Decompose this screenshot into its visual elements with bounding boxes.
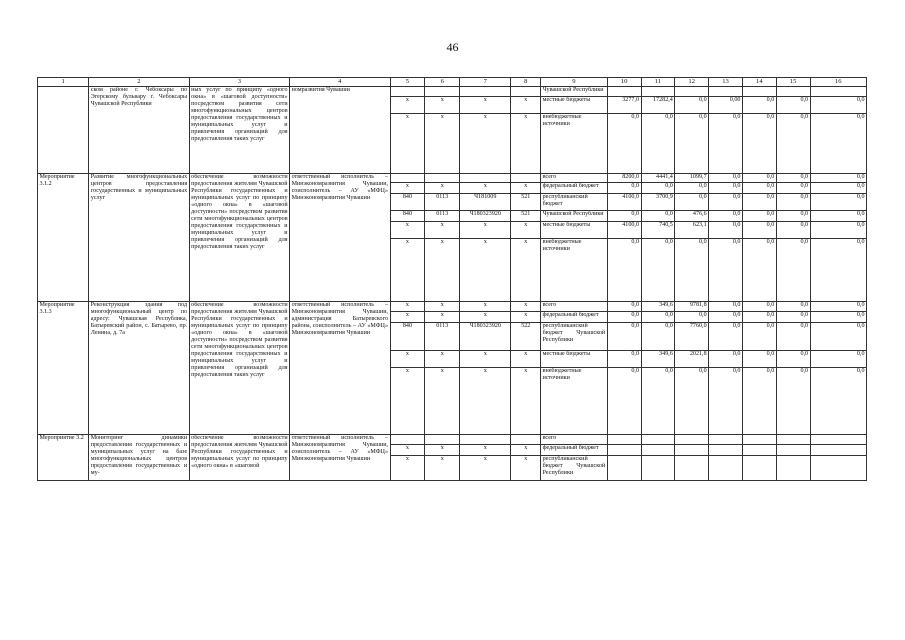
goal-cell: ных услуг по принципу «одного окна» в «шаговой доступности» посредством развития сети многофункциональных центров предоставления государственных и муниципальных услуг и привлечения организаций для предоставления таких услуг — [189, 86, 289, 173]
amount-cell: 0,0 — [607, 301, 641, 311]
amount-cell: 0,0 — [776, 113, 810, 173]
grbs-cell: х — [390, 238, 425, 301]
header-cell: 12 — [675, 78, 709, 87]
amount-cell — [675, 86, 709, 96]
amount-cell: 0,0 — [742, 311, 776, 322]
grbs-cell: 840 — [390, 210, 425, 221]
funding-source-cell: местные бюджеты — [541, 221, 608, 238]
amount-cell: 9781,8 — [675, 301, 709, 311]
expense-type-cell: 521 — [511, 193, 541, 210]
amount-cell: 0,0 — [675, 238, 709, 301]
amount-cell: 0,0 — [810, 238, 866, 301]
section-cell: 0113 — [425, 193, 460, 210]
grbs-cell: х — [390, 311, 425, 322]
amount-cell: 740,5 — [641, 221, 675, 238]
amount-cell — [709, 455, 743, 480]
amount-cell: 0,0 — [776, 173, 810, 182]
funding-source-cell: республиканский бюджет Чувашской Республики — [541, 322, 608, 350]
amount-cell — [776, 444, 810, 455]
amount-cell — [776, 434, 810, 444]
amount-cell: 0,0 — [776, 301, 810, 311]
amount-cell: 0,0 — [607, 367, 641, 434]
table-row — [38, 173, 867, 182]
event-cell: Мероприятие 3.2 — [38, 434, 89, 480]
expense-type-cell: х — [511, 238, 541, 301]
target-article-cell — [460, 173, 511, 182]
amount-cell: 0,0 — [709, 182, 743, 193]
expense-type-cell: 521 — [511, 210, 541, 221]
event-cell: Мероприятие 3.1.2 — [38, 173, 89, 301]
amount-cell: 623,1 — [675, 221, 709, 238]
amount-cell: 4100,0 — [607, 193, 641, 210]
amount-cell — [776, 86, 810, 96]
header-cell: 9 — [541, 78, 608, 87]
section-cell: х — [425, 455, 460, 480]
target-article-cell: х — [460, 367, 511, 434]
amount-cell: 0,0 — [742, 182, 776, 193]
funding-source-cell: федеральный бюджет — [541, 311, 608, 322]
header-cell: 1 — [38, 78, 89, 87]
header-cell: 3 — [189, 78, 289, 87]
amount-cell: 0,0 — [742, 113, 776, 173]
header-cell: 14 — [742, 78, 776, 87]
amount-cell: 0,0 — [810, 350, 866, 367]
event-title-cell: Мониторинг динамики предоставления государственных и муниципальных услуг на базе многофункциональных центров предоставления государственных и му- — [89, 434, 189, 480]
grbs-cell — [390, 86, 425, 96]
amount-cell — [742, 86, 776, 96]
funding-source-cell: Чувашской Республики — [541, 210, 608, 221]
funding-source-cell: республиканский бюджет — [541, 193, 608, 210]
amount-cell: 0,0 — [709, 350, 743, 367]
budget-table — [37, 77, 867, 481]
amount-cell: 0,0 — [709, 301, 743, 311]
event-title-cell: Развитие многофункциональных центров предоставления государственных и муниципальных услуг — [89, 173, 189, 301]
table-row — [38, 301, 867, 311]
expense-type-cell — [511, 173, 541, 182]
amount-cell — [641, 444, 675, 455]
expense-type-cell: х — [511, 113, 541, 173]
amount-cell — [641, 434, 675, 444]
amount-cell: 0,0 — [742, 173, 776, 182]
amount-cell: 0,0 — [810, 96, 866, 113]
header-cell: 8 — [511, 78, 541, 87]
header-cell: 6 — [425, 78, 460, 87]
target-article-cell: х — [460, 444, 511, 455]
header-cell: 5 — [390, 78, 425, 87]
amount-cell — [641, 455, 675, 480]
section-cell: х — [425, 311, 460, 322]
amount-cell — [675, 434, 709, 444]
amount-cell: 0,0 — [675, 113, 709, 173]
amount-cell: 0,0 — [776, 350, 810, 367]
executor-cell: ответственный исполнитель – Минэкономразвития Чувашии, соисполнитель – АУ «МФЦ» Минэкономразвития Чувашии — [290, 434, 390, 480]
target-article-cell: х — [460, 113, 511, 173]
amount-cell — [742, 434, 776, 444]
target-article-cell: Ч181009 — [460, 193, 511, 210]
amount-cell: 17282,4 — [641, 96, 675, 113]
event-title-cell: Реконструкция здания под многофункциональный центр по адресу: Чувашская Республика, Батыревский район, с. Батырево, пр. Ленина, д. 7а — [89, 301, 189, 434]
amount-cell: 0,0 — [709, 210, 743, 221]
amount-cell: 0,0 — [641, 322, 675, 350]
amount-cell: 0,0 — [641, 311, 675, 322]
header-cell: 15 — [776, 78, 810, 87]
amount-cell: 0,0 — [709, 311, 743, 322]
target-article-cell: х — [460, 182, 511, 193]
page-number: 46 — [446, 40, 459, 54]
target-article-cell: х — [460, 221, 511, 238]
expense-type-cell: х — [511, 455, 541, 480]
expense-type-cell: х — [511, 182, 541, 193]
event-title-cell: ском районе г. Чебоксары по Эгерскому бульвару г. Чебоксары Чувашской Республики — [89, 86, 189, 173]
amount-cell — [641, 86, 675, 96]
header-cell: 4 — [290, 78, 390, 87]
funding-source-cell: местные бюджеты — [541, 350, 608, 367]
amount-cell: 1099,7 — [675, 173, 709, 182]
section-cell: х — [425, 113, 460, 173]
section-cell: х — [425, 444, 460, 455]
header-cell: 11 — [641, 78, 675, 87]
amount-cell: 349,6 — [641, 301, 675, 311]
header-row — [38, 78, 867, 87]
executor-cell: ответственный исполнитель – Минэкономразвития Чувашии, администрация Батыревского района, соисполнитель – АУ «МФЦ» Минэкономразвития Чувашии — [290, 301, 390, 434]
funding-source-cell: Чувашской Республики — [541, 86, 608, 96]
header-cell: 13 — [709, 78, 743, 87]
section-cell: х — [425, 301, 460, 311]
grbs-cell: х — [390, 367, 425, 434]
target-article-cell: х — [460, 301, 511, 311]
funding-source-cell: всего — [541, 301, 608, 311]
amount-cell: 0,0 — [607, 210, 641, 221]
amount-cell: 0,0 — [742, 322, 776, 350]
amount-cell: 0,0 — [742, 350, 776, 367]
amount-cell: 0,0 — [776, 96, 810, 113]
amount-cell: 0,0 — [709, 238, 743, 301]
funding-source-cell: местные бюджеты — [541, 96, 608, 113]
amount-cell: 7760,0 — [675, 322, 709, 350]
amount-cell: 0,0 — [709, 322, 743, 350]
target-article-cell: Ч180323920 — [460, 322, 511, 350]
grbs-cell: 840 — [390, 193, 425, 210]
amount-cell: 0,0 — [709, 221, 743, 238]
expense-type-cell: х — [511, 367, 541, 434]
amount-cell: 0,0 — [776, 322, 810, 350]
expense-type-cell: х — [511, 301, 541, 311]
amount-cell: 0,0 — [709, 113, 743, 173]
event-cell: Мероприятие 3.1.3 — [38, 301, 89, 434]
amount-cell: 0,0 — [742, 96, 776, 113]
grbs-cell: 840 — [390, 322, 425, 350]
amount-cell: 0,0 — [810, 311, 866, 322]
section-cell: х — [425, 238, 460, 301]
section-cell: х — [425, 96, 460, 113]
section-cell: х — [425, 350, 460, 367]
amount-cell: 4441,4 — [641, 173, 675, 182]
amount-cell: 0,0 — [776, 210, 810, 221]
funding-source-cell: всего — [541, 173, 608, 182]
grbs-cell: х — [390, 221, 425, 238]
amount-cell: 0,0 — [675, 96, 709, 113]
event-cell — [38, 86, 89, 173]
amount-cell — [607, 455, 641, 480]
amount-cell — [776, 455, 810, 480]
funding-source-cell: федеральный бюджет — [541, 444, 608, 455]
amount-cell: 0,0 — [675, 182, 709, 193]
funding-source-cell: внебюджетные источники — [541, 113, 608, 173]
grbs-cell: х — [390, 301, 425, 311]
amount-cell: 0,0 — [810, 113, 866, 173]
amount-cell: 0,0 — [607, 311, 641, 322]
header-cell: 7 — [460, 78, 511, 87]
funding-source-cell: республиканский бюджет Чувашской Республики — [541, 455, 608, 480]
amount-cell: 0,0 — [776, 221, 810, 238]
amount-cell — [709, 444, 743, 455]
amount-cell: 0,0 — [607, 182, 641, 193]
amount-cell — [675, 455, 709, 480]
amount-cell: 0,0 — [742, 221, 776, 238]
funding-source-cell: всего — [541, 434, 608, 444]
executor-cell: ответственный исполнитель – Минэкономразвития Чувашии, соисполнитель – АУ «МФЦ» Минэкономразвития Чувашии — [290, 173, 390, 301]
grbs-cell: х — [390, 350, 425, 367]
amount-cell — [810, 86, 866, 96]
funding-source-cell: федеральный бюджет — [541, 182, 608, 193]
grbs-cell: х — [390, 113, 425, 173]
expense-type-cell — [511, 86, 541, 96]
target-article-cell: х — [460, 350, 511, 367]
section-cell — [425, 434, 460, 444]
amount-cell — [742, 444, 776, 455]
amount-cell: 0,0 — [675, 311, 709, 322]
expense-type-cell: х — [511, 444, 541, 455]
amount-cell: 0,0 — [709, 173, 743, 182]
amount-cell: 8200,0 — [607, 173, 641, 182]
amount-cell: 3277,0 — [607, 96, 641, 113]
amount-cell: 0,0 — [607, 350, 641, 367]
expense-type-cell: х — [511, 221, 541, 238]
amount-cell: 0,0 — [641, 182, 675, 193]
amount-cell: 0,0 — [776, 311, 810, 322]
expense-type-cell: 522 — [511, 322, 541, 350]
expense-type-cell: х — [511, 311, 541, 322]
target-article-cell — [460, 434, 511, 444]
amount-cell — [675, 444, 709, 455]
amount-cell — [607, 434, 641, 444]
amount-cell: 0,0 — [742, 210, 776, 221]
amount-cell — [810, 434, 866, 444]
amount-cell: 0,0 — [709, 193, 743, 210]
amount-cell: 476,6 — [675, 210, 709, 221]
amount-cell: 0,0 — [776, 182, 810, 193]
target-article-cell: х — [460, 238, 511, 301]
amount-cell — [742, 455, 776, 480]
table-body — [38, 78, 867, 481]
grbs-cell: х — [390, 96, 425, 113]
amount-cell: 0,0 — [641, 113, 675, 173]
amount-cell: 3700,9 — [641, 193, 675, 210]
section-cell: х — [425, 367, 460, 434]
amount-cell — [810, 444, 866, 455]
table-row — [38, 86, 867, 96]
grbs-cell — [390, 434, 425, 444]
funding-source-cell: внебюджетные источники — [541, 238, 608, 301]
amount-cell: 0,0 — [810, 367, 866, 434]
grbs-cell — [390, 173, 425, 182]
amount-cell: 0,0 — [742, 301, 776, 311]
section-cell: 0113 — [425, 322, 460, 350]
amount-cell: 349,6 — [641, 350, 675, 367]
goal-cell: обеспечение возможности предоставления жителям Чувашской Республики государственных и муниципальных услуг по принципу «одного окна» в «шаговой — [189, 434, 289, 480]
funding-source-cell: внебюджетные источники — [541, 367, 608, 434]
target-article-cell: Ч180323920 — [460, 210, 511, 221]
amount-cell — [607, 444, 641, 455]
amount-cell: 0,0 — [810, 173, 866, 182]
amount-cell: 0,0 — [607, 322, 641, 350]
table-row — [38, 434, 867, 444]
section-cell — [425, 86, 460, 96]
amount-cell: 0,0 — [810, 301, 866, 311]
amount-cell: 0,0 — [810, 210, 866, 221]
section-cell: 0113 — [425, 210, 460, 221]
target-article-cell: х — [460, 311, 511, 322]
target-article-cell — [460, 86, 511, 96]
amount-cell: 0,0 — [810, 322, 866, 350]
amount-cell — [709, 86, 743, 96]
amount-cell: 0,0 — [607, 113, 641, 173]
amount-cell — [709, 434, 743, 444]
grbs-cell: х — [390, 182, 425, 193]
goal-cell: обеспечение возможности предоставления жителям Чувашской Республики государственных и муниципальных услуг по принципу «одного окна» в «шаговой доступности» посредством развития сети многофункциональных центров предоставления государственных и муниципальных услуг и привлечения организаций для предоставления таких услуг — [189, 173, 289, 301]
amount-cell: 0,0 — [675, 367, 709, 434]
amount-cell: 0,0 — [810, 193, 866, 210]
header-cell: 10 — [607, 78, 641, 87]
target-article-cell: х — [460, 455, 511, 480]
section-cell: х — [425, 182, 460, 193]
amount-cell: 0,00 — [709, 96, 743, 113]
target-article-cell: х — [460, 96, 511, 113]
expense-type-cell — [511, 434, 541, 444]
expense-type-cell: х — [511, 350, 541, 367]
grbs-cell: х — [390, 455, 425, 480]
amount-cell: 2021,8 — [675, 350, 709, 367]
amount-cell: 0,0 — [641, 367, 675, 434]
executor-cell: номразвития Чувашии — [290, 86, 390, 173]
amount-cell: 0,0 — [641, 210, 675, 221]
amount-cell: 0,0 — [742, 193, 776, 210]
amount-cell: 0,0 — [742, 238, 776, 301]
goal-cell: обеспечение возможности предоставления жителям Чувашской Республики государственных и муниципальных услуг по принципу «одного окна» в «шаговой доступности» посредством развития сети многофункциональных центров предоставления государственных и муниципальных услуг и привлечения организаций для предоставления таких услуг — [189, 301, 289, 434]
amount-cell: 0,0 — [675, 193, 709, 210]
amount-cell: 0,0 — [607, 238, 641, 301]
expense-type-cell: х — [511, 96, 541, 113]
amount-cell: 0,0 — [641, 238, 675, 301]
amount-cell: 0,0 — [776, 367, 810, 434]
amount-cell: 0,0 — [810, 221, 866, 238]
amount-cell: 0,0 — [776, 193, 810, 210]
section-cell: х — [425, 221, 460, 238]
header-cell: 16 — [810, 78, 866, 87]
grbs-cell: х — [390, 444, 425, 455]
section-cell — [425, 173, 460, 182]
amount-cell: 0,0 — [810, 182, 866, 193]
amount-cell — [607, 86, 641, 96]
amount-cell: 0,0 — [776, 238, 810, 301]
amount-cell — [810, 455, 866, 480]
amount-cell: 0,0 — [709, 367, 743, 434]
header-cell: 2 — [89, 78, 189, 87]
amount-cell: 4100,0 — [607, 221, 641, 238]
amount-cell: 0,0 — [742, 367, 776, 434]
